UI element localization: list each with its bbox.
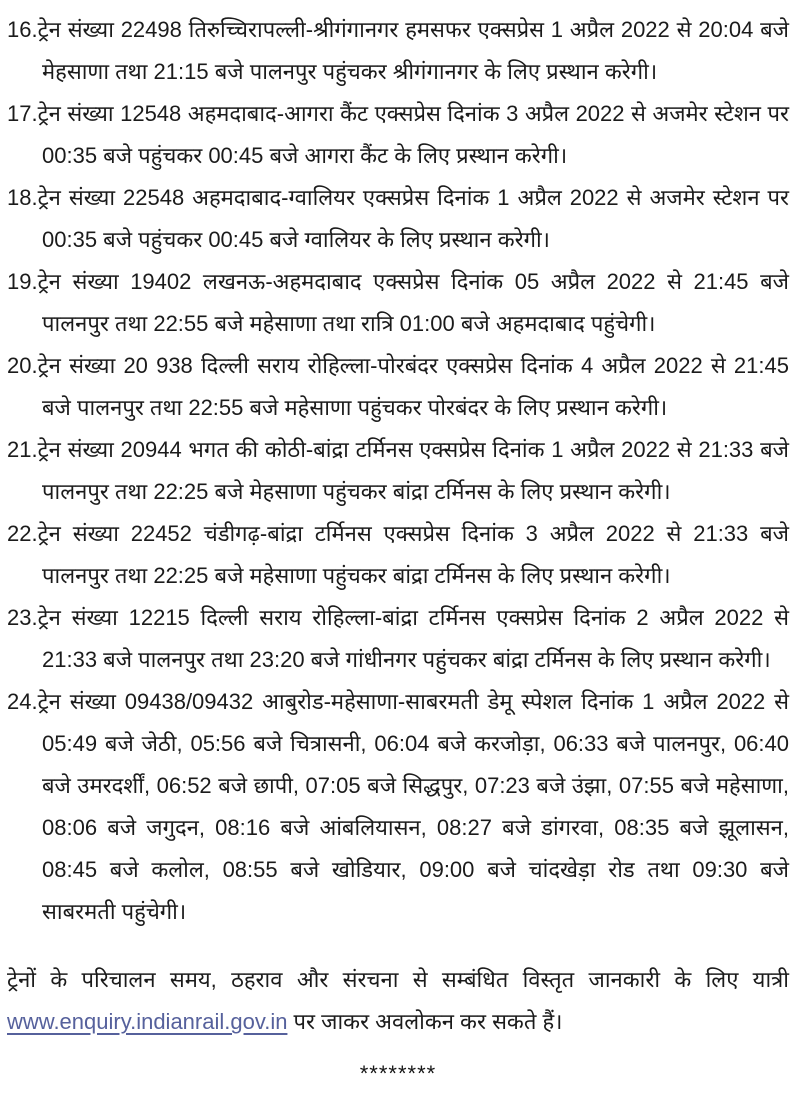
list-item-number: 23. <box>7 605 38 630</box>
list-item-text: ट्रेन संख्या 12215 दिल्ली सराय रोहिल्ला-बांद्रा टर्मिनस एक्सप्रेस दिनांक 2 अप्रैल 2022 से 21:33 बजे पालनपुर तथा 23:20 बजे गांधीनगर पहुंचकर बांद्रा टर्मिनस के लिए प्रस्थान करेगी। <box>37 605 789 672</box>
list-item-text: ट्रेन संख्या 20944 भगत की कोठी-बांद्रा टर्मिनस एक्सप्रेस दिनांक 1 अप्रैल 2022 से 21:33 बजे पालनपुर तथा 22:25 बजे मेहसाणा पहुंचकर बांद्रा टर्मिनस के लिए प्रस्थान करेगी। <box>37 437 789 504</box>
train-notice-item-16 <box>7 9 789 93</box>
train-notice-item-20 <box>7 345 789 429</box>
end-marker: ******** <box>359 1061 437 1086</box>
train-notice-item-23 <box>7 597 789 681</box>
list-item-text: ट्रेन संख्या 22548 अहमदाबाद-ग्वालियर एक्सप्रेस दिनांक 1 अप्रैल 2022 से अजमेर स्टेशन पर 00:35 बजे पहुंचकर 00:45 बजे ग्वालियर के लिए प्रस्थान करेगी। <box>37 185 789 252</box>
list-item-text: ट्रेन संख्या 22452 चंडीगढ़-बांद्रा टर्मिनस एक्सप्रेस दिनांक 3 अप्रैल 2022 से 21:33 बजे पालनपुर तथा 22:25 बजे महेसाणा पहुंचकर बांद्रा टर्मिनस के लिए प्रस्थान करेगी। <box>37 521 789 588</box>
list-item-number: 20. <box>7 353 38 378</box>
railway-notice-document <box>7 9 789 1095</box>
footer-note <box>7 959 789 1043</box>
train-notice-item-19 <box>7 261 789 345</box>
list-item-number: 18. <box>7 185 38 210</box>
list-item-number: 17. <box>7 101 38 126</box>
list-item-number: 19. <box>7 269 38 294</box>
list-item-text: ट्रेन संख्या 12548 अहमदाबाद-आगरा कैंट एक्सप्रेस दिनांक 3 अप्रैल 2022 से अजमेर स्टेशन पर 00:35 बजे पहुंचकर 00:45 बजे आगरा कैंट के लिए प्रस्थान करेगी। <box>37 101 789 168</box>
list-item-number: 24. <box>7 689 38 714</box>
train-notice-item-24 <box>7 681 789 933</box>
list-item-text: ट्रेन संख्या 22498 तिरुच्चिरापल्ली-श्रीगंगानगर हमसफर एक्सप्रेस 1 अप्रैल 2022 से 20:04 बजे मेहसाणा तथा 21:15 बजे पालनपुर पहुंचकर श्रीगंगानगर के लिए प्रस्थान करेगी। <box>37 17 789 84</box>
list-item-number: 16. <box>7 17 38 42</box>
train-notice-item-22 <box>7 513 789 597</box>
footer-text-before-link: ट्रेनों के परिचालन समय, ठहराव और संरचना से सम्बंधित विस्तृत जानकारी के लिए यात्री <box>7 967 789 992</box>
list-item-text: ट्रेन संख्या 19402 लखनऊ-अहमदाबाद एक्सप्रेस दिनांक 05 अप्रैल 2022 से 21:45 बजे पालनपुर तथा 22:55 बजे महेसाणा तथा रात्रि 01:00 बजे अहमदाबाद पहुंचेगी। <box>37 269 789 336</box>
list-item-number: 21. <box>7 437 38 462</box>
train-notice-item-17 <box>7 93 789 177</box>
train-notice-item-18 <box>7 177 789 261</box>
list-item-text: ट्रेन संख्या 20 938 दिल्ली सराय रोहिल्ला-पोरबंदर एक्सप्रेस दिनांक 4 अप्रैल 2022 से 21:45 बजे पालनपुर तथा 22:55 बजे महेसाणा पहुंचकर पोरबंदर के लिए प्रस्थान करेगी। <box>37 353 789 420</box>
railway-enquiry-link[interactable]: www.enquiry.indianrail.gov.in <box>7 1009 288 1034</box>
footer-text-after-link: पर जाकर अवलोकन कर सकते हैं। <box>287 1009 563 1034</box>
train-notice-item-21 <box>7 429 789 513</box>
list-item-number: 22. <box>7 521 38 546</box>
list-item-text: ट्रेन संख्या 09438/09432 आबुरोड-महेसाणा-साबरमती डेमू स्पेशल दिनांक 1 अप्रैल 2022 से 05:49 बजे जेठी, 05:56 बजे चित्रासनी, 06:04 बजे करजोड़ा, 06:33 बजे पालनपुर, 06:40 बजे उमरदर्शीं, 06:52 बजे छापी, 07:05 बजे सिद्धपुर, 07:23 बजे उंझा, 07:55 बजे महेसाणा, 08:06 बजे जगुदन, 08:16 बजे आंबलियासन, 08:27 बजे डांगरवा, 08:35 बजे झूलासन, 08:45 बजे कलोल, 08:55 बजे खोडियार, 09:00 बजे चांदखेड़ा रोड तथा 09:30 बजे साबरमती पहुंचेगी। <box>37 689 789 924</box>
